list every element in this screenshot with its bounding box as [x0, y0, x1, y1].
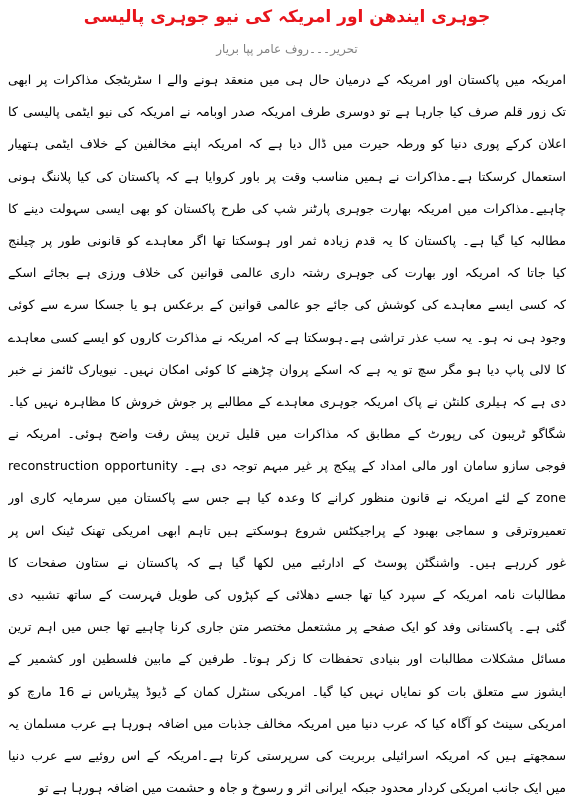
article-line: مطالبہ کیا گیا ہے۔ پاکستان کا یہ قدم زیادہ ثمر اور ہوسکتا تھا اگر معاہدے کو قانونی طور پر چیلنج — [8, 232, 566, 248]
article-line: وجود ہی نہ ہو۔ یہ سب عذر تراشی ہے۔ہوسکتا ہے کہ امریکہ نے مذاکرت کاروں کو ایسے کسی معاہدے — [8, 329, 566, 345]
article-body — [8, 64, 566, 804]
article-line: فوجی سازو سامان اور مالی امداد کے پیکج پر غیر مبہم توجہ دی ہے۔ reconstruction opportunity — [8, 458, 566, 474]
article-line: گئی ہے۔ پاکستانی وفد کو ایک صفحے پر مشتعمل مختصر متن جاری کرنا چاہیے تھا جس میں اہم ترین — [8, 619, 566, 635]
article-line: ایشوز سے متعلق بات کو نمایاں نہیں کیا گیا۔ امریکی سنٹرل کمان کے ڈیوڈ پیٹریاس نے 16 مارچ کو — [8, 683, 566, 699]
article-line: چاہیے۔مذاکرات میں امریکہ بھارت جوہری پارٹنر شپ کی طرح پاکستان کو بھی ایسی سہولت دینے کا — [8, 200, 566, 216]
article-line: استعمال کرسکتا ہے۔مذاکرات نے ہمیں مناسب وقت پر باور کروایا ہے کہ پاکستان کی کیا پلاننگ ہونی — [8, 168, 566, 184]
article-line: امریکی سینٹ کو آگاہ کیا کہ عرب دنیا میں امریکہ مخالف جذبات میں اضافہ ہورہا ہے عرب مسلمان یہ — [8, 715, 566, 731]
article-line: دی ہے کہ ہیلری کلنٹن نے پاک امریکہ جوہری معاہدے کے مطالبے پر جوش خروش کا مظاہرہ نہیں کیا۔ — [8, 393, 566, 409]
article-byline: تحریر۔۔۔روف عامر پپا بریار — [216, 42, 358, 56]
article-line: کہ کسی ایسے معاہدے کی کوشش کی جائے جو عالمی قوانین کے برعکس ہو یا جسکا سرے سے کوئی — [8, 297, 566, 313]
article-line: غور کررہے ہیں۔ واشنگٹن پوسٹ کے ادارئیے میں لکھا گیا ہے کہ پاکستان نے ستاون صفحات کا — [8, 554, 566, 570]
article-line: مسائل مشکلات مطالبات اور بنیادی تحفظات کا زکر ہوتا۔ طرفین کے مابین فلسطین اور کشمیر کے — [8, 651, 566, 667]
article-line: تک زور قلم صرف کیا جارہا ہے تو دوسری طرف امریکہ صدر اوبامہ نے امریکہ کی نیو ایٹمی پالیسی کا — [8, 104, 566, 120]
article-line: اعلان کرکے پوری دنیا کو ورطہ حیرت میں ڈال دیا ہے کہ امریکہ اپنے مخالفین کے خلاف ایٹمی ہتھیار — [8, 136, 566, 152]
article-line: مطالبات نامہ امریکہ کے سپرد کیا تھا جسے دھلائی کے کپڑوں کی طویل فہرست کے ساتھ تشبیہ دی — [8, 587, 566, 602]
article-line: شگاگو ٹریبون کی رپورٹ کے مطابق کہ مذاکرات میں قلیل ترین پیش رفت واضح ہوئی۔ امریکہ نے — [8, 426, 566, 442]
article-line: تعمیروترقی و سماجی بھبود کے پراجیکٹس شروع ہوسکتے ہیں تاہم ابھی امریکی تھنک ٹینک اس پر — [8, 522, 566, 538]
article-line: کیا جاتا کہ امریکہ اور بھارت کی جوہری رشتہ داری عالمی قوانین کی خلاف ورزی ہے بجائے اسکے — [8, 265, 566, 281]
article-line: میں ایک جانب امریکی کردار محدود جبکہ ایرانی اثر و رسوخ و جاہ و حشمت میں اضافہ ہورہا ہے تو — [38, 780, 566, 796]
article-line: سمجھتے ہیں کہ امریکہ اسرائیلی بربریت کی سرپرستی کرتا ہے۔امریکہ کے اس روئیے سے عرب دنیا — [8, 747, 566, 763]
article-line: zone کے لئے امریکہ نے قانون منظور کرانے کا وعدہ کیا ہے جس سے پاکستان میں سرمایہ کاری اور — [8, 490, 566, 506]
article-title: جوہری ایندھن اور امریکہ کی نیو جوہری پالیسی — [83, 7, 491, 27]
article-line: امریکہ میں پاکستان اور امریکہ کے درمیان حال ہی میں منعقد ہونے والے ا سٹریٹجک مذاکرات پر ابھی — [8, 72, 566, 87]
article-line: کا لالی پاپ دیا ہو مگر سچ تو یہ ہے کہ اسکے پروان چڑھنے کا کوئی امکان نہیں۔ نیویارک ٹائمز نے خبر — [8, 361, 566, 377]
